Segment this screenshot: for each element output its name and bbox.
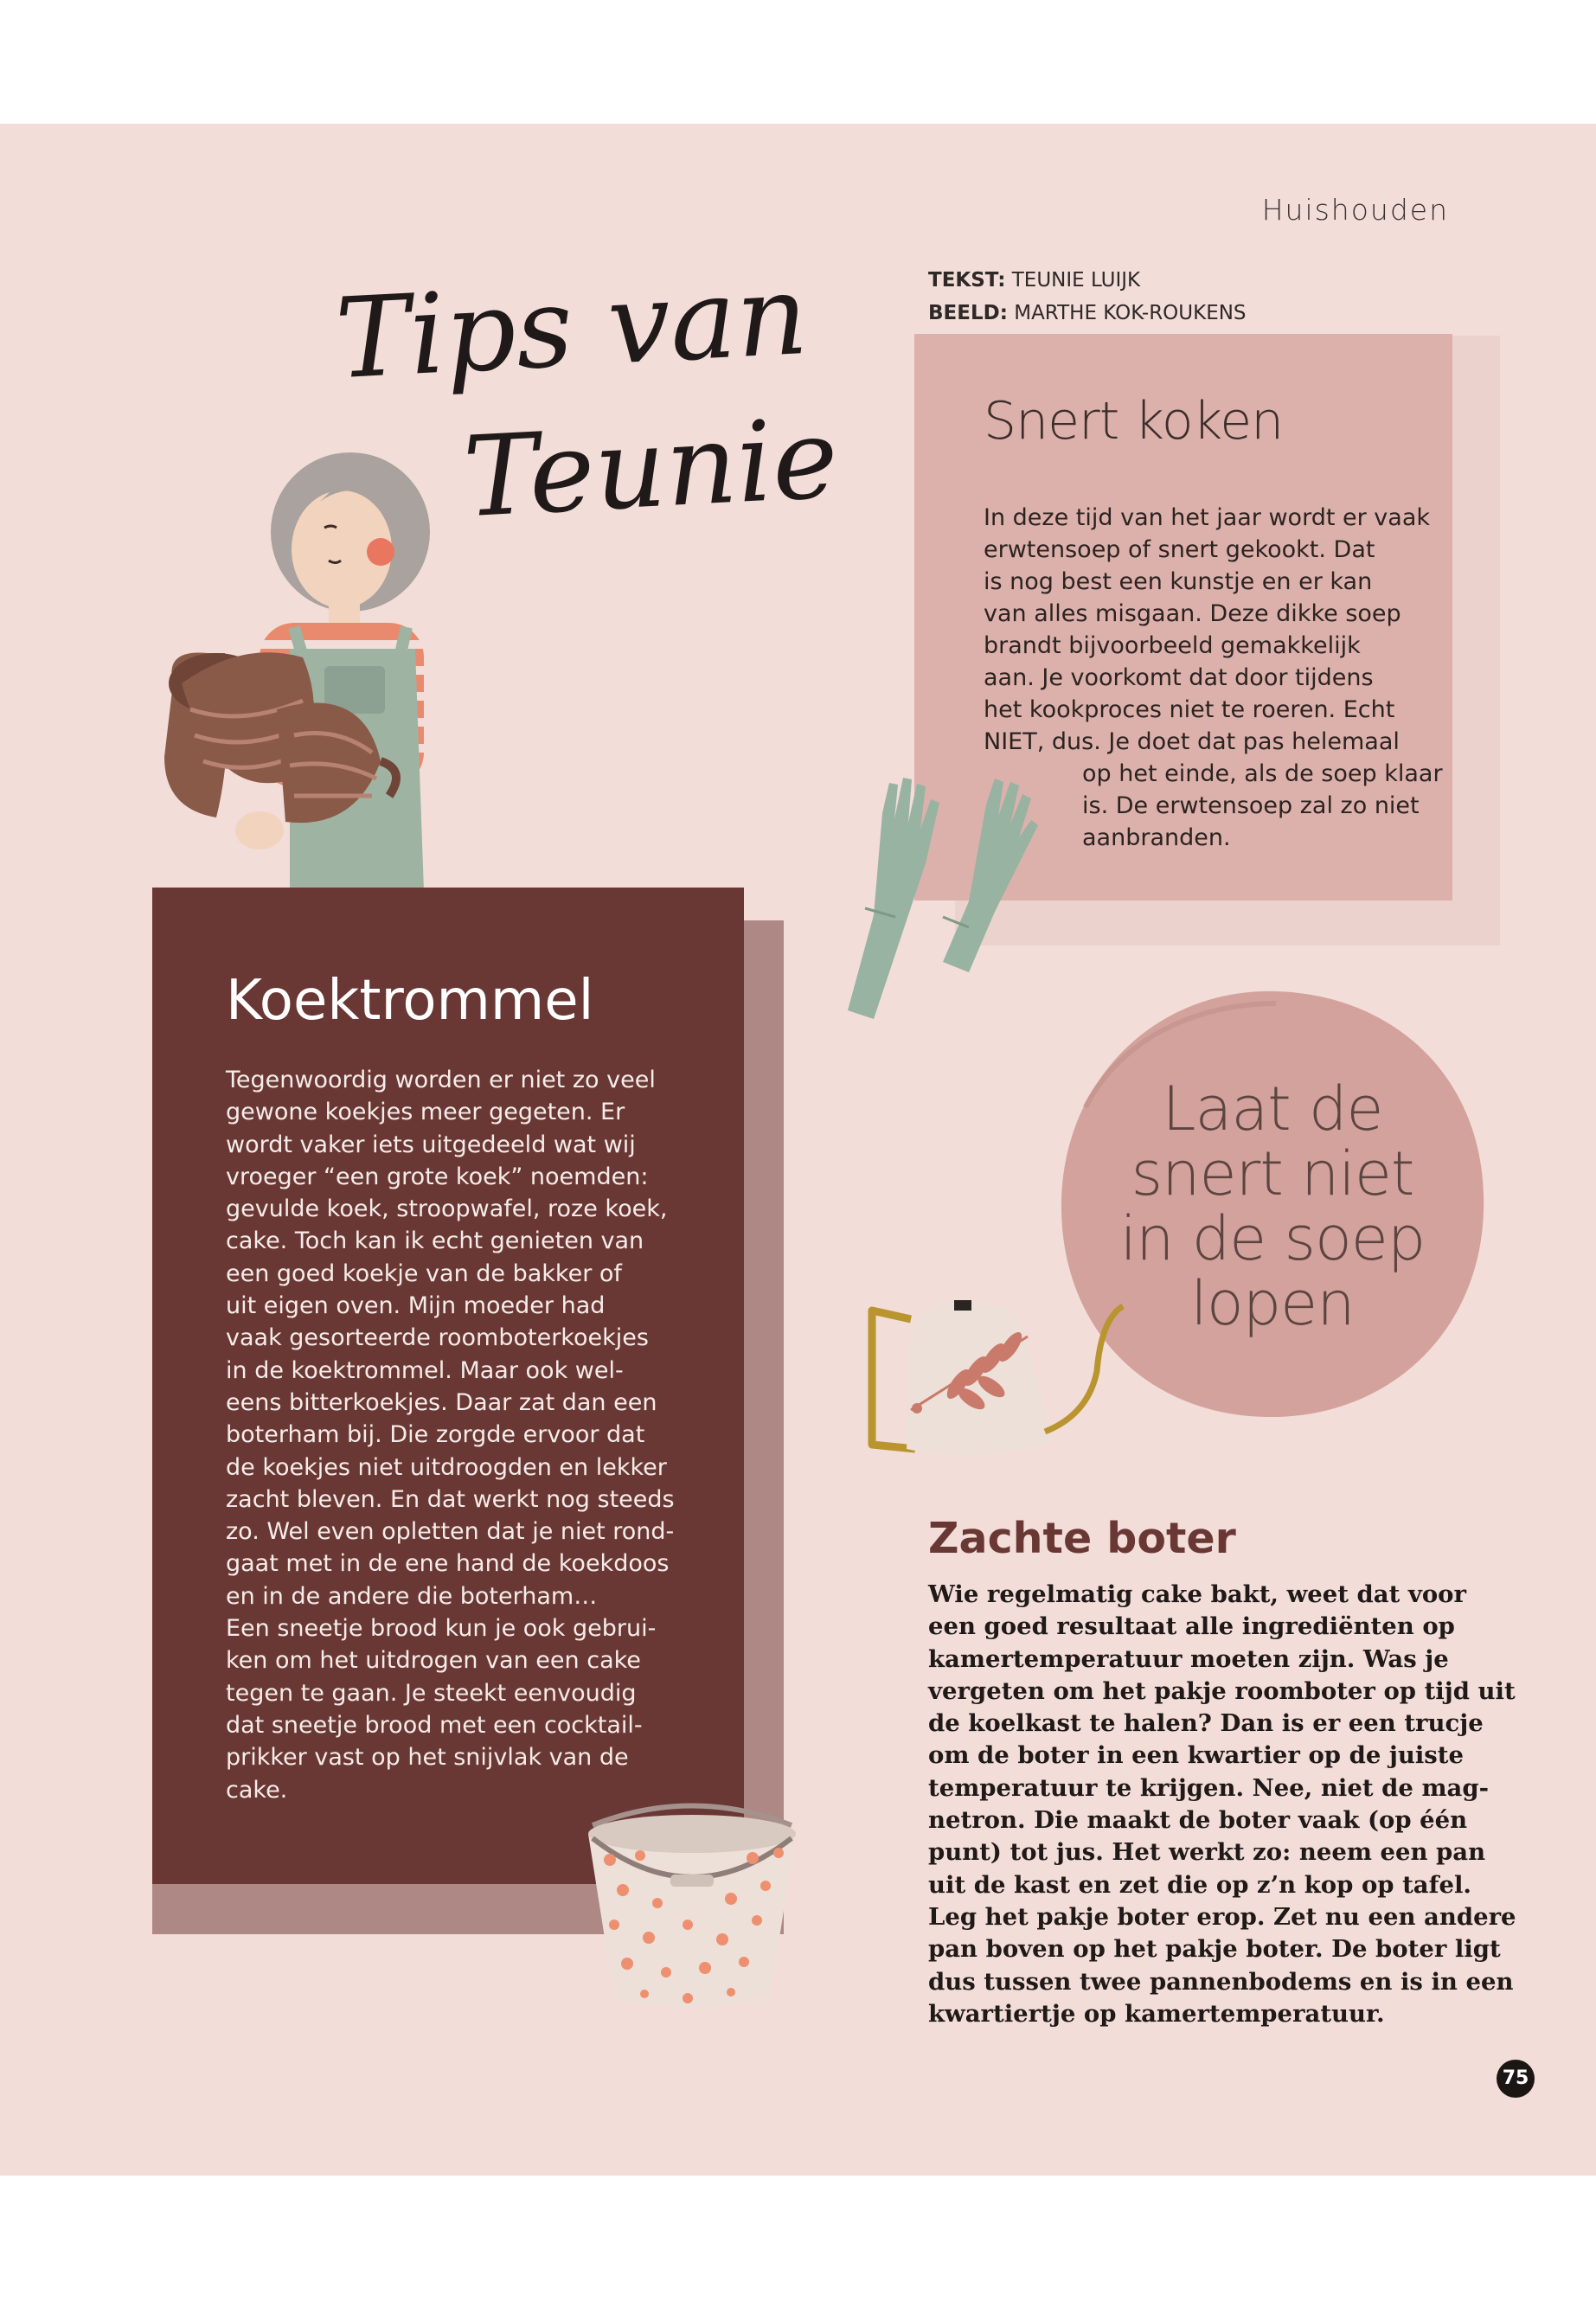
snert-line: brandt bijvoorbeeld gemakkelijk	[984, 632, 1361, 659]
boter-line: pan boven op het pakje boter. De boter ligt	[928, 1935, 1501, 1964]
boter-line: kwartiertje op kamertemperatuur.	[928, 1999, 1385, 2028]
boter-line: netron. Die maakt de boter vaak (op één	[928, 1806, 1468, 1835]
watering-can-illustration	[863, 1267, 1183, 1475]
koek-line: tegen te gaan. Je steekt eenvoudig	[226, 1679, 637, 1707]
boter-line: om de boter in een kwartier op de juiste	[928, 1741, 1464, 1770]
credit-text-value: TEUNIE LUIJK	[1011, 269, 1141, 292]
koek-line: vaak gesorteerde roomboterkoekjes	[226, 1324, 649, 1352]
koek-line: eens bitterkoekjes. Daar zat dan een	[226, 1388, 657, 1416]
koek-line: in de koektrommel. Maar ook wel-	[226, 1356, 624, 1384]
koek-line: Een sneetje brood kun je ook gebrui-	[226, 1615, 657, 1643]
koek-line: gewone koekjes meer gegeten. Er	[226, 1099, 625, 1126]
snert-line: NIET, dus. Je doet dat pas helemaal	[984, 728, 1400, 755]
boter-line: vergeten om het pakje roomboter op tijd uit	[928, 1676, 1516, 1705]
snert-line: op het einde, als de soep klaar	[1082, 760, 1443, 787]
koek-line: Tegenwoordig worden er niet zo veel	[226, 1067, 656, 1093]
bucket-illustration	[575, 1791, 809, 2011]
gardening-gloves-illustration	[848, 770, 1064, 960]
koek-line: ken om het uitdrogen van een cake	[226, 1647, 641, 1675]
snert-heading: Snert koken	[984, 391, 1284, 452]
snert-line: is. De erwtensoep zal zo niet	[1082, 792, 1420, 819]
page-title-line2: Teunie	[460, 394, 842, 543]
credits	[928, 264, 1247, 330]
koek-line: vroeger “een grote koek” noemden:	[226, 1163, 649, 1190]
snert-line: aanbranden.	[1082, 824, 1231, 851]
boter-line: kamertemperatuur moeten zijn. Was je	[928, 1644, 1449, 1673]
boter-line: de koelkast te halen? Dan is er een trucje	[928, 1709, 1484, 1738]
quote-line: Laat de	[1162, 1074, 1383, 1144]
quote-line: in de soep	[1119, 1203, 1426, 1274]
credit-image-label: BEELD:	[928, 302, 1008, 324]
koek-line: een goed koekje van de bakker of	[226, 1259, 622, 1287]
snert-line: van alles misgaan. Deze dikke soep	[984, 600, 1401, 627]
koek-line: prikker vast op het snijvlak van de	[226, 1744, 629, 1772]
koek-line: dat sneetje brood met een cocktail-	[226, 1711, 643, 1739]
snert-line: In deze tijd van het jaar wordt er vaak	[984, 504, 1431, 531]
koek-line: uit eigen oven. Mijn moeder had	[226, 1292, 606, 1320]
koek-line: zacht bleven. En dat werkt nog steeds	[226, 1485, 675, 1513]
snert-line: aan. Je voorkomt dat door tijdens	[984, 664, 1374, 691]
koek-line: cake.	[226, 1776, 288, 1804]
boter-line: een goed resultaat alle ingrediënten op	[928, 1612, 1455, 1641]
koek-line: gaat met in de ene hand de koekdoos	[226, 1550, 670, 1578]
koek-line: zo. Wel even opletten dat je niet rond-	[226, 1518, 675, 1546]
quote-line: lopen	[1190, 1268, 1355, 1339]
boter-line: dus tussen twee pannenbodems en is in een	[928, 1967, 1514, 1996]
boter-line: uit de kast en zet die op z’n kop op tafel.	[928, 1870, 1471, 1899]
koek-line: gevulde koek, stroopwafel, roze koek,	[226, 1195, 668, 1223]
boter-line: Wie regelmatig cake bakt, weet dat voor	[928, 1580, 1466, 1608]
koek-body	[226, 1064, 710, 1806]
woman-with-basket-illustration	[164, 450, 484, 891]
quote-line: snert niet	[1131, 1138, 1414, 1209]
page-title-line1: Tips van	[332, 250, 811, 405]
credit-text-label: TEKST:	[928, 269, 1006, 292]
credit-image-value: MARTHE KOK-ROUKENS	[1014, 302, 1247, 324]
boter-body	[928, 1579, 1516, 2030]
koek-line: en in de andere die boterham…	[226, 1582, 598, 1610]
boter-line: punt) tot jus. Het werkt zo: neem een pan	[928, 1838, 1486, 1867]
koek-line: de koekjes niet uitdroogden en lekker	[226, 1453, 667, 1481]
snert-line: erwtensoep of snert gekookt. Dat	[984, 536, 1375, 563]
koek-line: cake. Toch kan ik echt genieten van	[226, 1227, 644, 1255]
koek-heading: Koektrommel	[226, 969, 594, 1033]
koek-line: boterham bij. Die zorgde ervoor dat	[226, 1421, 645, 1449]
snert-line: het kookproces niet te roeren. Echt	[984, 696, 1395, 723]
boter-line: Leg het pakje boter erop. Zet nu een andere	[928, 1902, 1516, 1931]
boter-line: temperatuur te krijgen. Nee, niet de mag-	[928, 1773, 1490, 1802]
koek-line: wordt vaker iets uitgedeeld wat wij	[226, 1131, 636, 1158]
page-number: 75	[1497, 2060, 1535, 2098]
snert-line: is nog best een kunstje en er kan	[984, 568, 1373, 595]
section-label: Huishouden	[1261, 193, 1449, 227]
boter-heading: Zachte boter	[928, 1514, 1236, 1563]
